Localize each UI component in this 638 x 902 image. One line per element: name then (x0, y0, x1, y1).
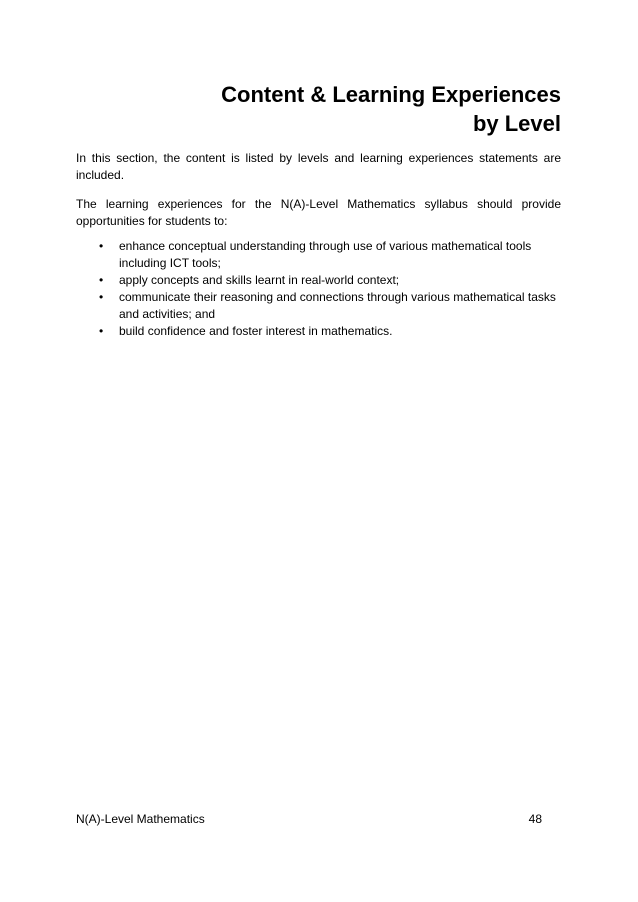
footer-title: N(A)-Level Mathematics (76, 812, 205, 826)
list-item-text: enhance conceptual understanding through use of various mathematical tools including ICT tools; (119, 239, 532, 270)
bullet-icon: • (99, 324, 104, 338)
page-footer (76, 811, 542, 827)
page-number: 48 (528, 812, 542, 826)
bullet-icon: • (99, 273, 104, 287)
intro-paragraph-1: In this section, the content is listed by levels and learning experiences statements are included. (76, 151, 561, 182)
list-item-text: build confidence and foster interest in mathematics. (119, 324, 393, 338)
list-item-text: apply concepts and skills learnt in real-world context; (119, 273, 400, 287)
list-item (76, 289, 561, 323)
intro-paragraph-2: The learning experiences for the N(A)-Level Mathematics syllabus should provide opportunities for students to: (76, 197, 561, 228)
page-title-line-1: Content & Learning Experiences (221, 82, 561, 107)
bullet-icon: • (99, 239, 104, 253)
page-title-line-2: by Level (472, 111, 561, 136)
list-item-text: communicate their reasoning and connections through various mathematical tasks and activities; and (119, 290, 556, 321)
page-title (76, 80, 561, 138)
list-item (76, 238, 561, 272)
bullet-icon: • (99, 290, 104, 304)
list-item (76, 323, 561, 340)
list-item (76, 272, 561, 289)
learning-experiences-list (76, 238, 561, 340)
